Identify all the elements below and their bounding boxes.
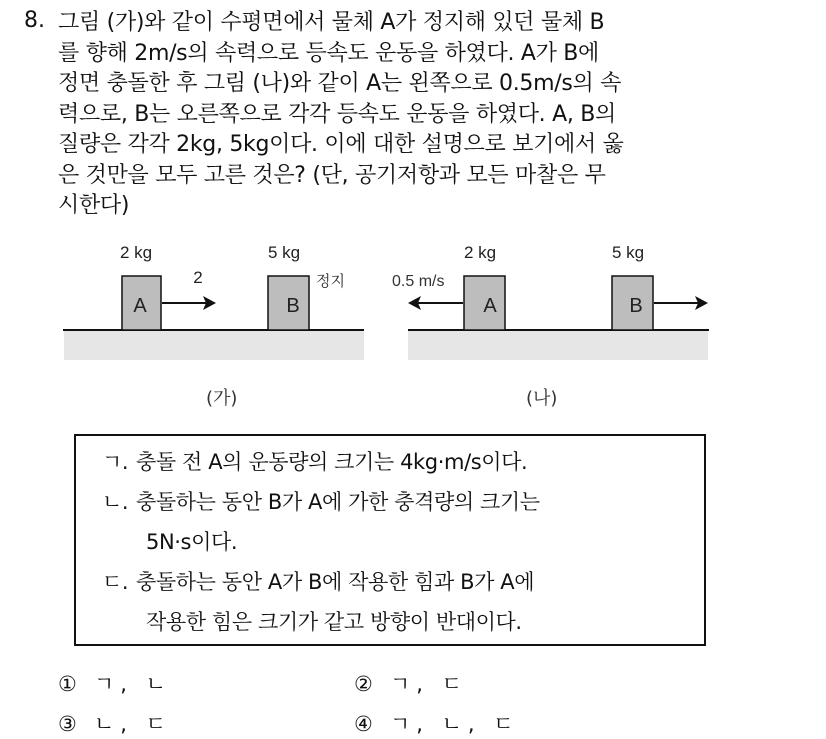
choice-1[interactable] [58, 668, 172, 698]
bogi-text-cont: 5N·s이다. [146, 530, 238, 554]
choice-text: ㄴ, ㄷ [94, 712, 172, 736]
bogi-box [74, 434, 706, 646]
ground [64, 330, 364, 360]
figure-ga-caption: (가) [206, 388, 238, 409]
choice-number: ④ [354, 712, 373, 736]
choice-text: ㄱ, ㄴ, ㄷ [390, 712, 520, 736]
bogi-text: 충돌하는 동안 A가 B에 작용한 힘과 B가 A에 [136, 570, 535, 594]
bogi-item-b [102, 486, 540, 516]
block-a-label: A [483, 295, 497, 317]
question-number: 8. [24, 8, 45, 33]
choice-text: ㄱ, ㄷ [390, 672, 468, 696]
stem-line: 질량은 각각 2kg, 5kg이다. 이에 대한 설명으로 보기에서 옳 [58, 132, 624, 157]
block-a-label: A [133, 295, 147, 317]
stem-line: 력으로, B는 오른쪽으로 각각 등속도 운동을 하였다. A, B의 [58, 101, 616, 127]
question-stem [58, 8, 798, 222]
choice-number: ③ [58, 712, 77, 736]
block-a-mass: 2 kg [464, 243, 497, 262]
bogi-mark: ㄷ. [102, 570, 129, 594]
choice-2[interactable] [354, 668, 468, 698]
bogi-text: 충돌하는 동안 B가 A에 가한 충격량의 크기는 [136, 490, 540, 514]
block-b-mass: 5 kg [268, 243, 301, 262]
choice-text: ㄱ, ㄴ [94, 672, 172, 696]
block-b-state: 정지 [316, 273, 345, 290]
choice-number: ① [58, 672, 77, 696]
bogi-item-c [102, 566, 534, 596]
velocity-a-label: 0.5 m/s [392, 273, 445, 290]
block-a-mass: 2 kg [120, 243, 153, 262]
choice-number: ② [354, 672, 373, 696]
choice-4[interactable] [354, 708, 520, 738]
figure-ga [60, 230, 380, 370]
bogi-text-cont: 작용한 힘은 크기가 같고 방향이 반대이다. [146, 610, 522, 634]
bogi-mark: ㄴ. [102, 490, 129, 514]
stem-line: 를 향해 2m/s의 속력으로 등속도 운동을 하였다. A가 B에 [58, 40, 599, 66]
block-b-label: B [629, 295, 643, 317]
bogi-text: 충돌 전 A의 운동량의 크기는 4kg·m/s이다. [136, 450, 528, 474]
stem-line: 정면 충돌한 후 그림 (나)와 같이 A는 왼쪽으로 0.5m/s의 속 [58, 71, 622, 96]
ground [408, 330, 708, 360]
figure-na-caption: (나) [526, 388, 558, 409]
bogi-item-a [102, 446, 527, 476]
stem-line: 시한다) [58, 193, 130, 218]
block-b-label: B [286, 295, 300, 317]
bogi-mark: ㄱ. [102, 450, 129, 474]
velocity-a-label: 2 [193, 268, 203, 287]
stem-line: 그림 (가)와 같이 수평면에서 물체 A가 정지해 있던 물체 B [58, 10, 605, 35]
block-b-mass: 5 kg [612, 243, 645, 262]
figure-na [390, 230, 730, 370]
choice-3[interactable] [58, 708, 172, 738]
stem-line: 은 것만을 모두 고른 것은? (단, 공기저항과 모든 마찰은 무 [58, 162, 606, 188]
